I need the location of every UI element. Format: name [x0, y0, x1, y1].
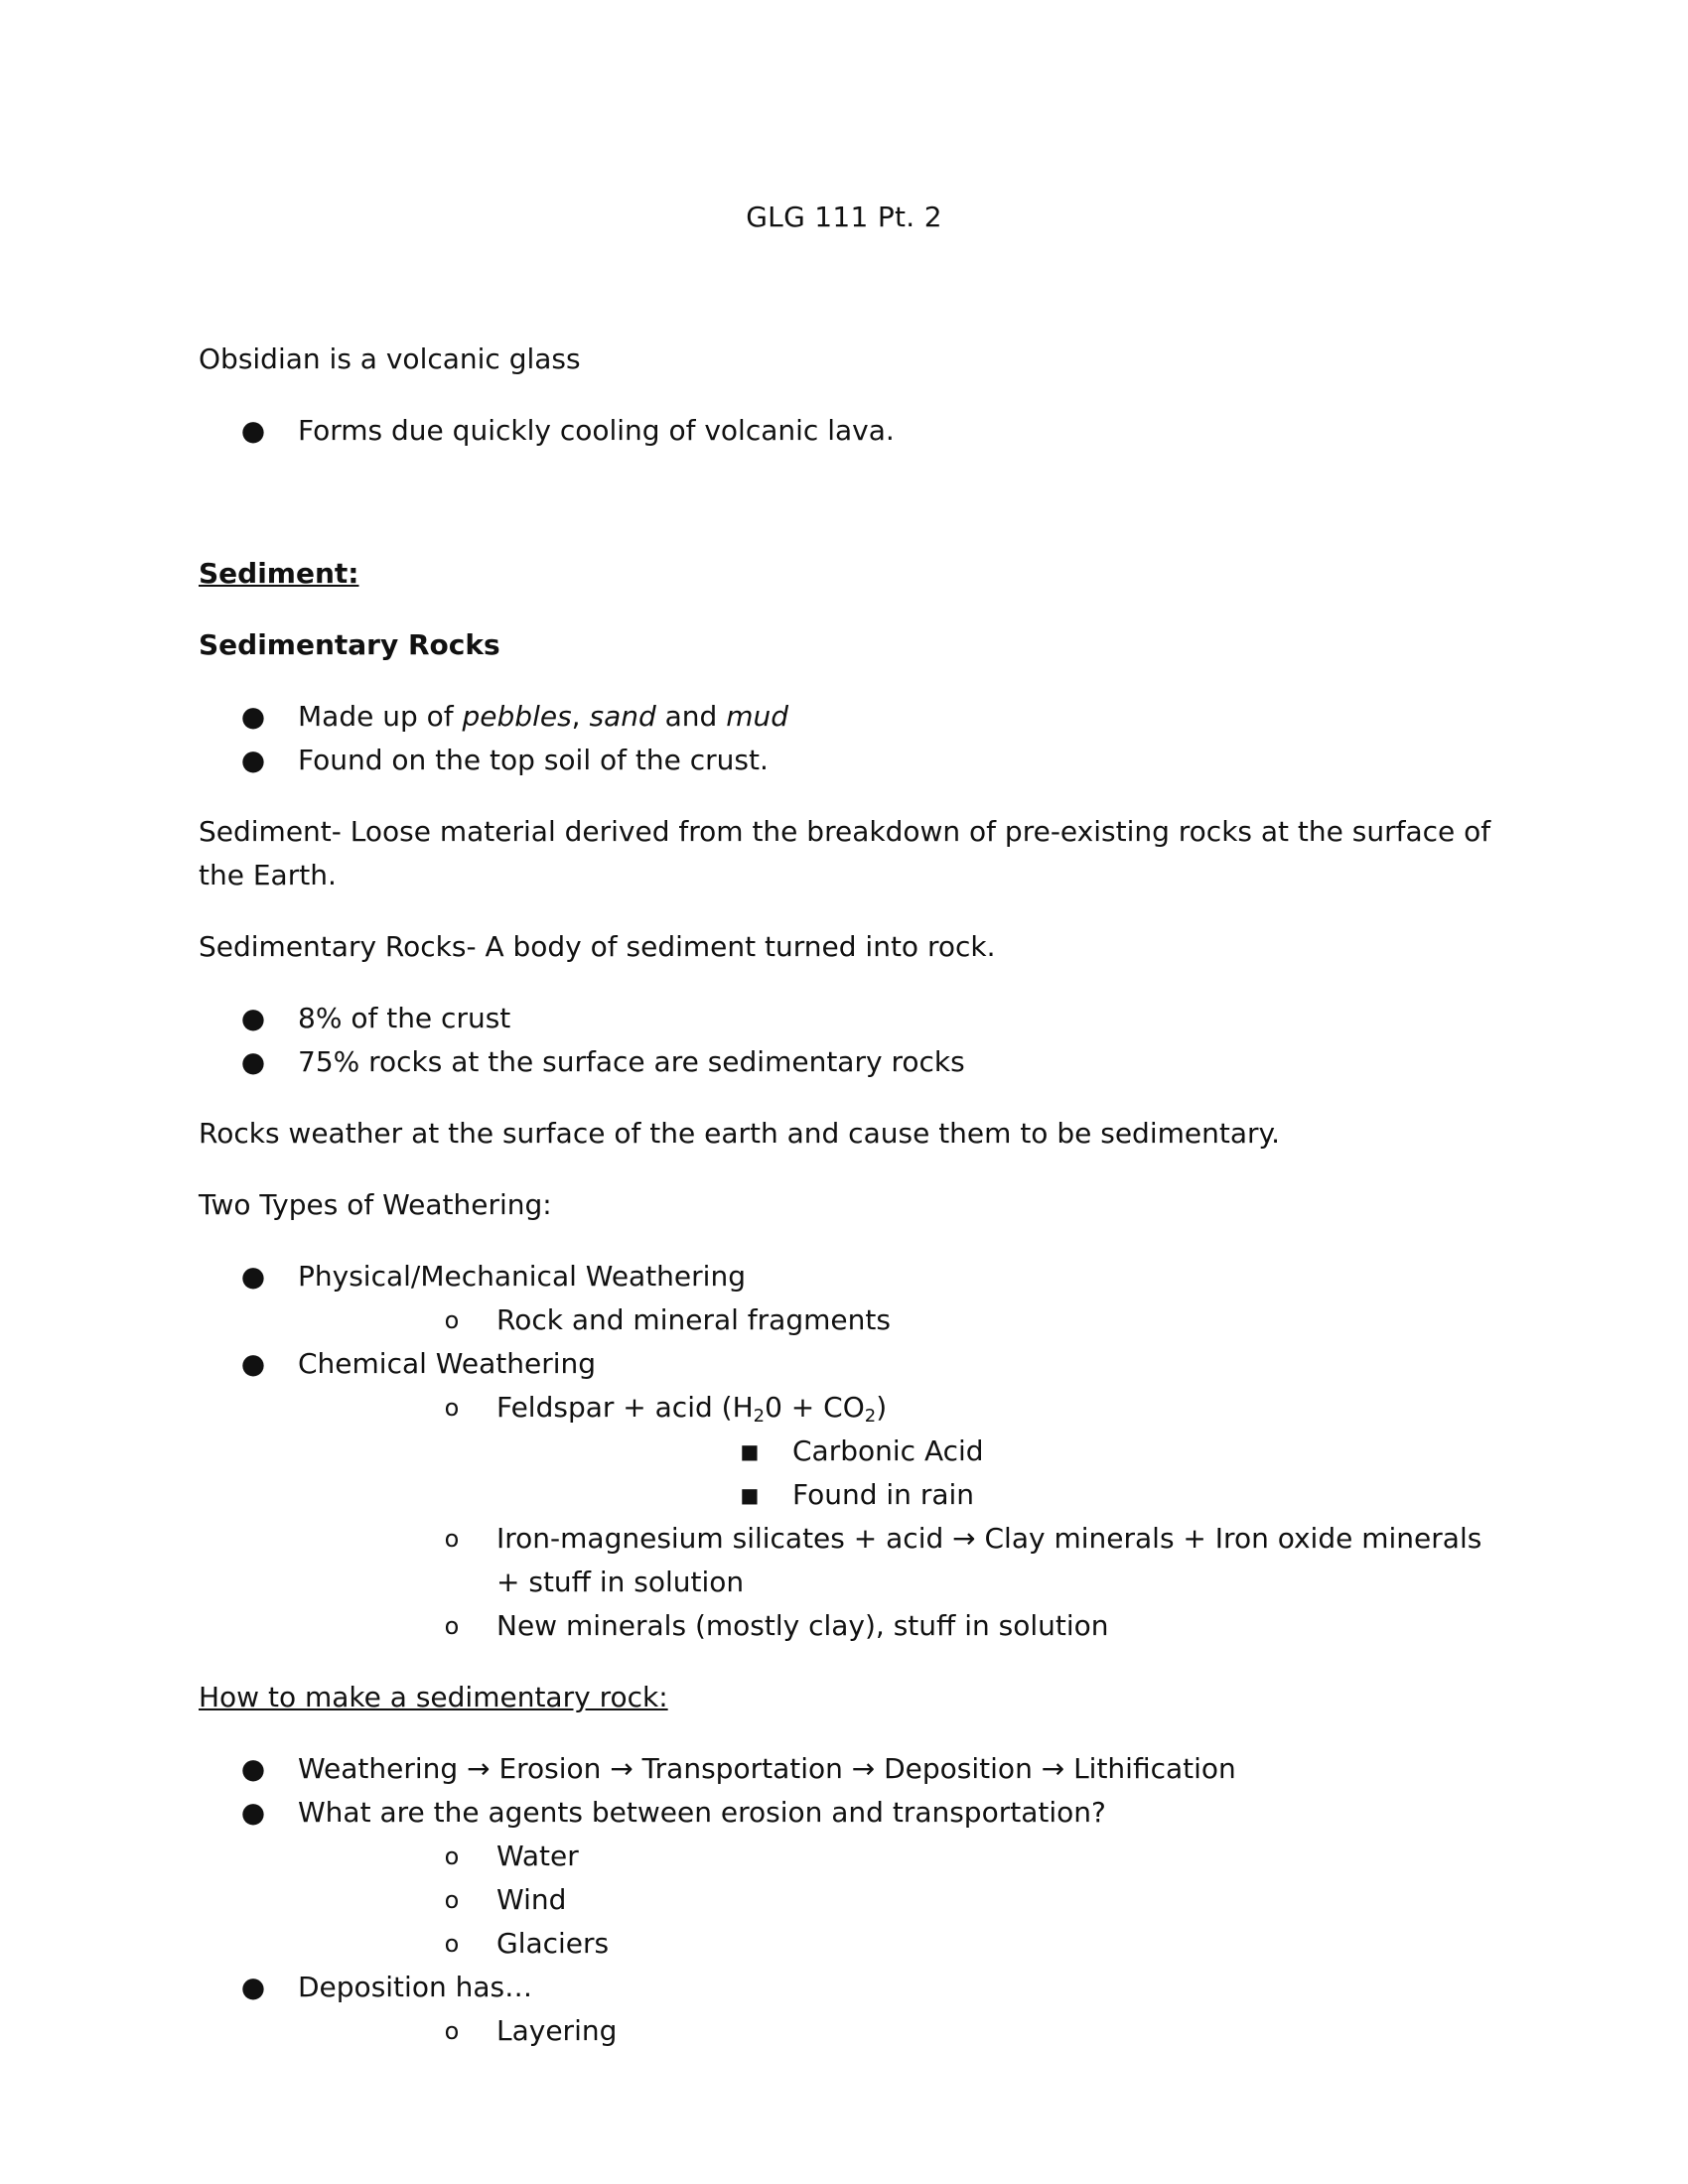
list-item: o New minerals (mostly clay), stuff in solution	[298, 1604, 1509, 1648]
bullet-disc-icon: ●	[240, 1045, 266, 1078]
list-item: o Water	[298, 1835, 1509, 1878]
list-item: ● 8% of the crust	[199, 997, 1509, 1040]
bullet-disc-icon: ●	[240, 1796, 266, 1829]
bullet-circle-icon: o	[444, 1843, 460, 1870]
bullet-disc-icon: ●	[240, 700, 266, 733]
bullet-disc-icon: ●	[240, 1971, 266, 2003]
weathering-heading: Two Types of Weathering:	[199, 1188, 552, 1221]
agents-sublist	[298, 1835, 1509, 1966]
obsidian-list	[199, 409, 1509, 453]
list-item: ● Weathering → Erosion → Transportation → Deposition → Lithification	[199, 1747, 1509, 1791]
sedimentary-rocks-heading: Sedimentary Rocks	[199, 628, 500, 661]
list-item: o Rock and mineral fragments	[298, 1298, 1509, 1342]
list-item: o Iron-magnesium silicates + acid → Clay minerals + Iron oxide minerals + stuff in solution	[298, 1517, 1509, 1604]
list-item: o Layering	[298, 2009, 1509, 2053]
obsidian-heading: Obsidian is a volcanic glass	[199, 342, 581, 375]
sediment-definition: Sediment- Loose material derived from the breakdown of pre-existing rocks at the surface of the Earth.	[199, 815, 1491, 891]
list-item: ● 75% rocks at the surface are sedimentary rocks	[199, 1040, 1509, 1084]
list-item: ● Deposition has… o Layering	[199, 1966, 1509, 2053]
chemical-sublist	[298, 1386, 1509, 1648]
how-to-heading: How to make a sedimentary rock:	[199, 1681, 668, 1713]
deposition-sublist	[298, 2009, 1509, 2053]
sedimentary-rocks-definition: Sedimentary Rocks- A body of sediment turned into rock.	[199, 930, 996, 963]
list-item: ● Chemical Weathering o Feldspar + acid $(H_20 + CO_2)$ ■ Carbonic Acid ■ Found in rain o Iron-magnesium silicates + acid → Clay minerals + Iron oxide minerals + stuff in solution o New minerals (mostly clay), stuff in solution	[199, 1342, 1509, 1648]
list-item: ● Found on the top soil of the crust.	[199, 739, 1509, 782]
bullet-disc-icon: ●	[240, 414, 266, 447]
bullet-circle-icon: o	[444, 2017, 460, 2045]
bullet-disc-icon: ●	[240, 744, 266, 776]
bullet-disc-icon: ●	[240, 1002, 266, 1034]
bullet-disc-icon: ●	[240, 1347, 266, 1380]
weathering-list	[199, 1255, 1509, 1648]
list-item: o Glaciers	[298, 1922, 1509, 1966]
bullet-circle-icon: o	[444, 1886, 460, 1914]
list-item: ● Physical/Mechanical Weathering o Rock and mineral fragments	[199, 1255, 1509, 1342]
list-item: o Feldspar + acid $(H_20 + CO_2)$ ■ Carbonic Acid ■ Found in rain	[298, 1386, 1509, 1517]
list-item: ● What are the agents between erosion and transportation? o Water o Wind o Glaciers	[199, 1791, 1509, 1966]
bullet-square-icon: ■	[740, 1483, 760, 1507]
stats-list	[199, 997, 1509, 1084]
bullet-circle-icon: o	[444, 1525, 460, 1553]
bullet-disc-icon: ●	[240, 1260, 266, 1293]
weathering-statement: Rocks weather at the surface of the earth and cause them to be sedimentary.	[199, 1117, 1280, 1150]
how-to-list	[199, 1747, 1509, 2053]
bullet-circle-icon: o	[444, 1930, 460, 1958]
list-item: ■ Found in rain	[496, 1473, 1509, 1517]
list-item: ■ Carbonic Acid	[496, 1430, 1509, 1473]
document-body	[199, 338, 1509, 2053]
document-title: GLG 111 Pt. 2	[746, 201, 942, 233]
bullet-disc-icon: ●	[240, 1752, 266, 1785]
list-item: o Wind	[298, 1878, 1509, 1922]
sediment-heading: Sediment:	[199, 557, 359, 590]
list-item: ● Made up of pebbles, sand and mud	[199, 695, 1509, 739]
feldspar-sublist	[496, 1430, 1509, 1517]
bullet-circle-icon: o	[444, 1612, 460, 1640]
physical-sublist	[298, 1298, 1509, 1342]
sedimentary-rocks-list	[199, 695, 1509, 782]
bullet-square-icon: ■	[740, 1439, 760, 1463]
list-item: ● Forms due quickly cooling of volcanic lava.	[199, 409, 1509, 453]
bullet-circle-icon: o	[444, 1394, 460, 1422]
bullet-circle-icon: o	[444, 1306, 460, 1334]
